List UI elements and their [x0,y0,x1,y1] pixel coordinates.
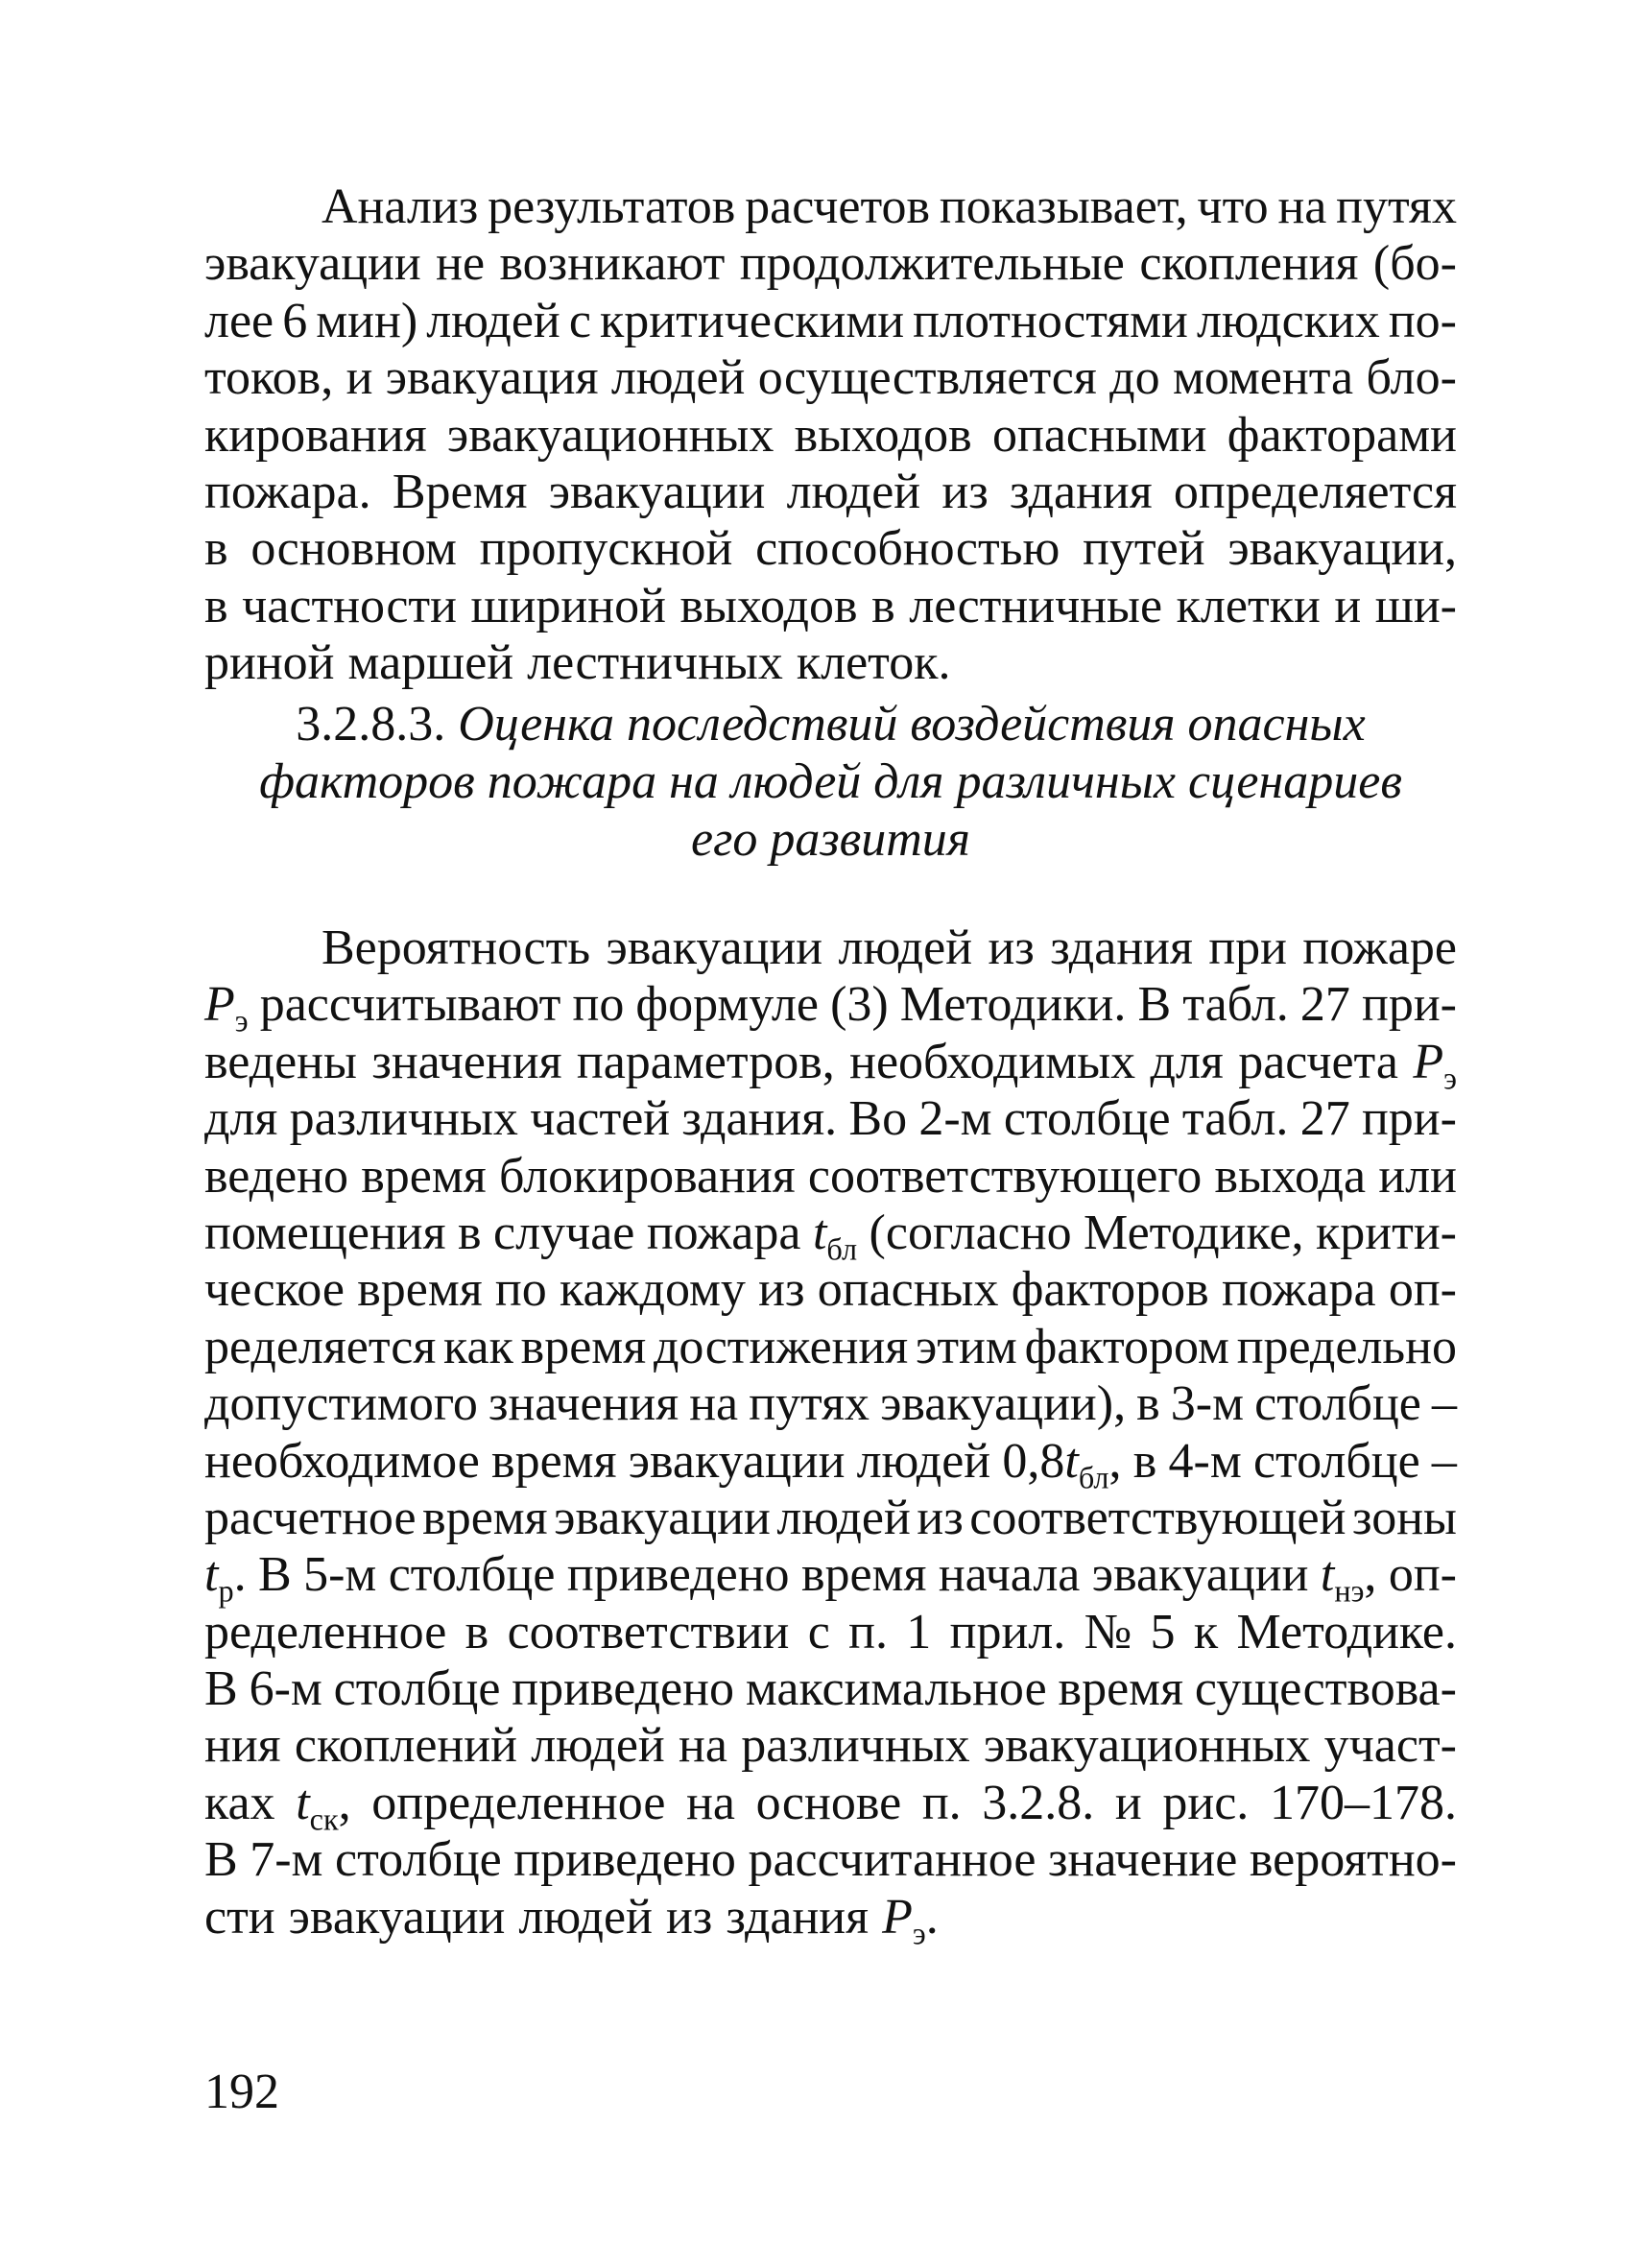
text-line: ведены значения параметров, необходимых для расчета $P_э$ [204,1034,1457,1096]
text-line: сти эвакуации людей из здания $P_э$. [204,1889,939,1951]
text-line: риной маршей лестничных клеток. [204,635,951,691]
text-line: $t_р$. В 5-м столбце приведено время начала эвакуации $t_{нэ}$, оп- [204,1547,1457,1609]
text-line: токов, и эвакуация людей осуществляется до момента бло- [204,350,1457,406]
text-line: ния скоплений людей на различных эвакуационных участ- [204,1718,1457,1774]
section-heading [204,696,1457,869]
section-number: 3.2.8.3. [296,697,446,752]
text-line: В 7-м столбце приведено рассчитанное значение вероятно- [204,1832,1457,1888]
text-line: помещения в случае пожара $t_{бл}$ (согласно Методике, крити- [204,1205,1457,1267]
text-line: для различных частей здания. Во 2-м столбце табл. 27 при- [204,1091,1457,1147]
text-line: эвакуации не возникают продолжительные скопления (бо- [204,236,1457,292]
text-line: допустимого значения на путях эвакуации), в 3-м столбце – [204,1376,1457,1432]
text-line: В 6-м столбце приведено максимальное время существова- [204,1661,1457,1717]
text-line: расчетное время эвакуации людей из соответствующей зоны [204,1490,1457,1545]
text-line: $P_э$ рассчитывают по формуле (3) Методики. В табл. 27 при- [204,977,1457,1039]
text-line: лее 6 мин) людей с критическими плотностями людских по- [204,293,1457,348]
paragraph-probability [204,919,1457,1951]
text-line: в основном пропускной способностью путей эвакуации, [204,521,1457,577]
text-line: кирования эвакуационных выходов опасными факторами [204,407,1457,463]
text-line: ределенное в соответствии с п. 1 прил. № 5 к Методике. [204,1604,1457,1659]
text-line: необходимое время эвакуации людей $0,8t_{бл}$, в 4-м столбце – [204,1433,1457,1494]
paragraph-analysis [204,179,1457,692]
text-line: ках $t_{ск}$, определенное на основе п. 3.2.8. и рис. 170–178. [204,1775,1457,1837]
text-line: ведено время блокирования соответствующего выхода или [204,1148,1457,1204]
section-title-part-3: его развития [691,812,970,867]
section-title-part-2: факторов пожара на людей для различных сценариев [259,754,1402,809]
section-title-part-1: Оценка последствий воздействия опасных [458,697,1366,752]
text-line: в частности шириной выходов в лестничные клетки и ши- [204,578,1457,633]
page-number: 192 [204,2065,279,2119]
text-line: Вероятность эвакуации людей из здания при пожаре [322,920,1457,975]
text-line: Анализ результатов расчетов показывает, что на путях [322,179,1457,234]
text-line: пожара. Время эвакуации людей из здания определяется [204,464,1457,519]
text-line: ческое время по каждому из опасных факторов пожара оп- [204,1262,1457,1318]
text-line: ределяется как время достижения этим фактором предельно [204,1319,1457,1374]
section-heading-line-1 [204,696,1457,753]
